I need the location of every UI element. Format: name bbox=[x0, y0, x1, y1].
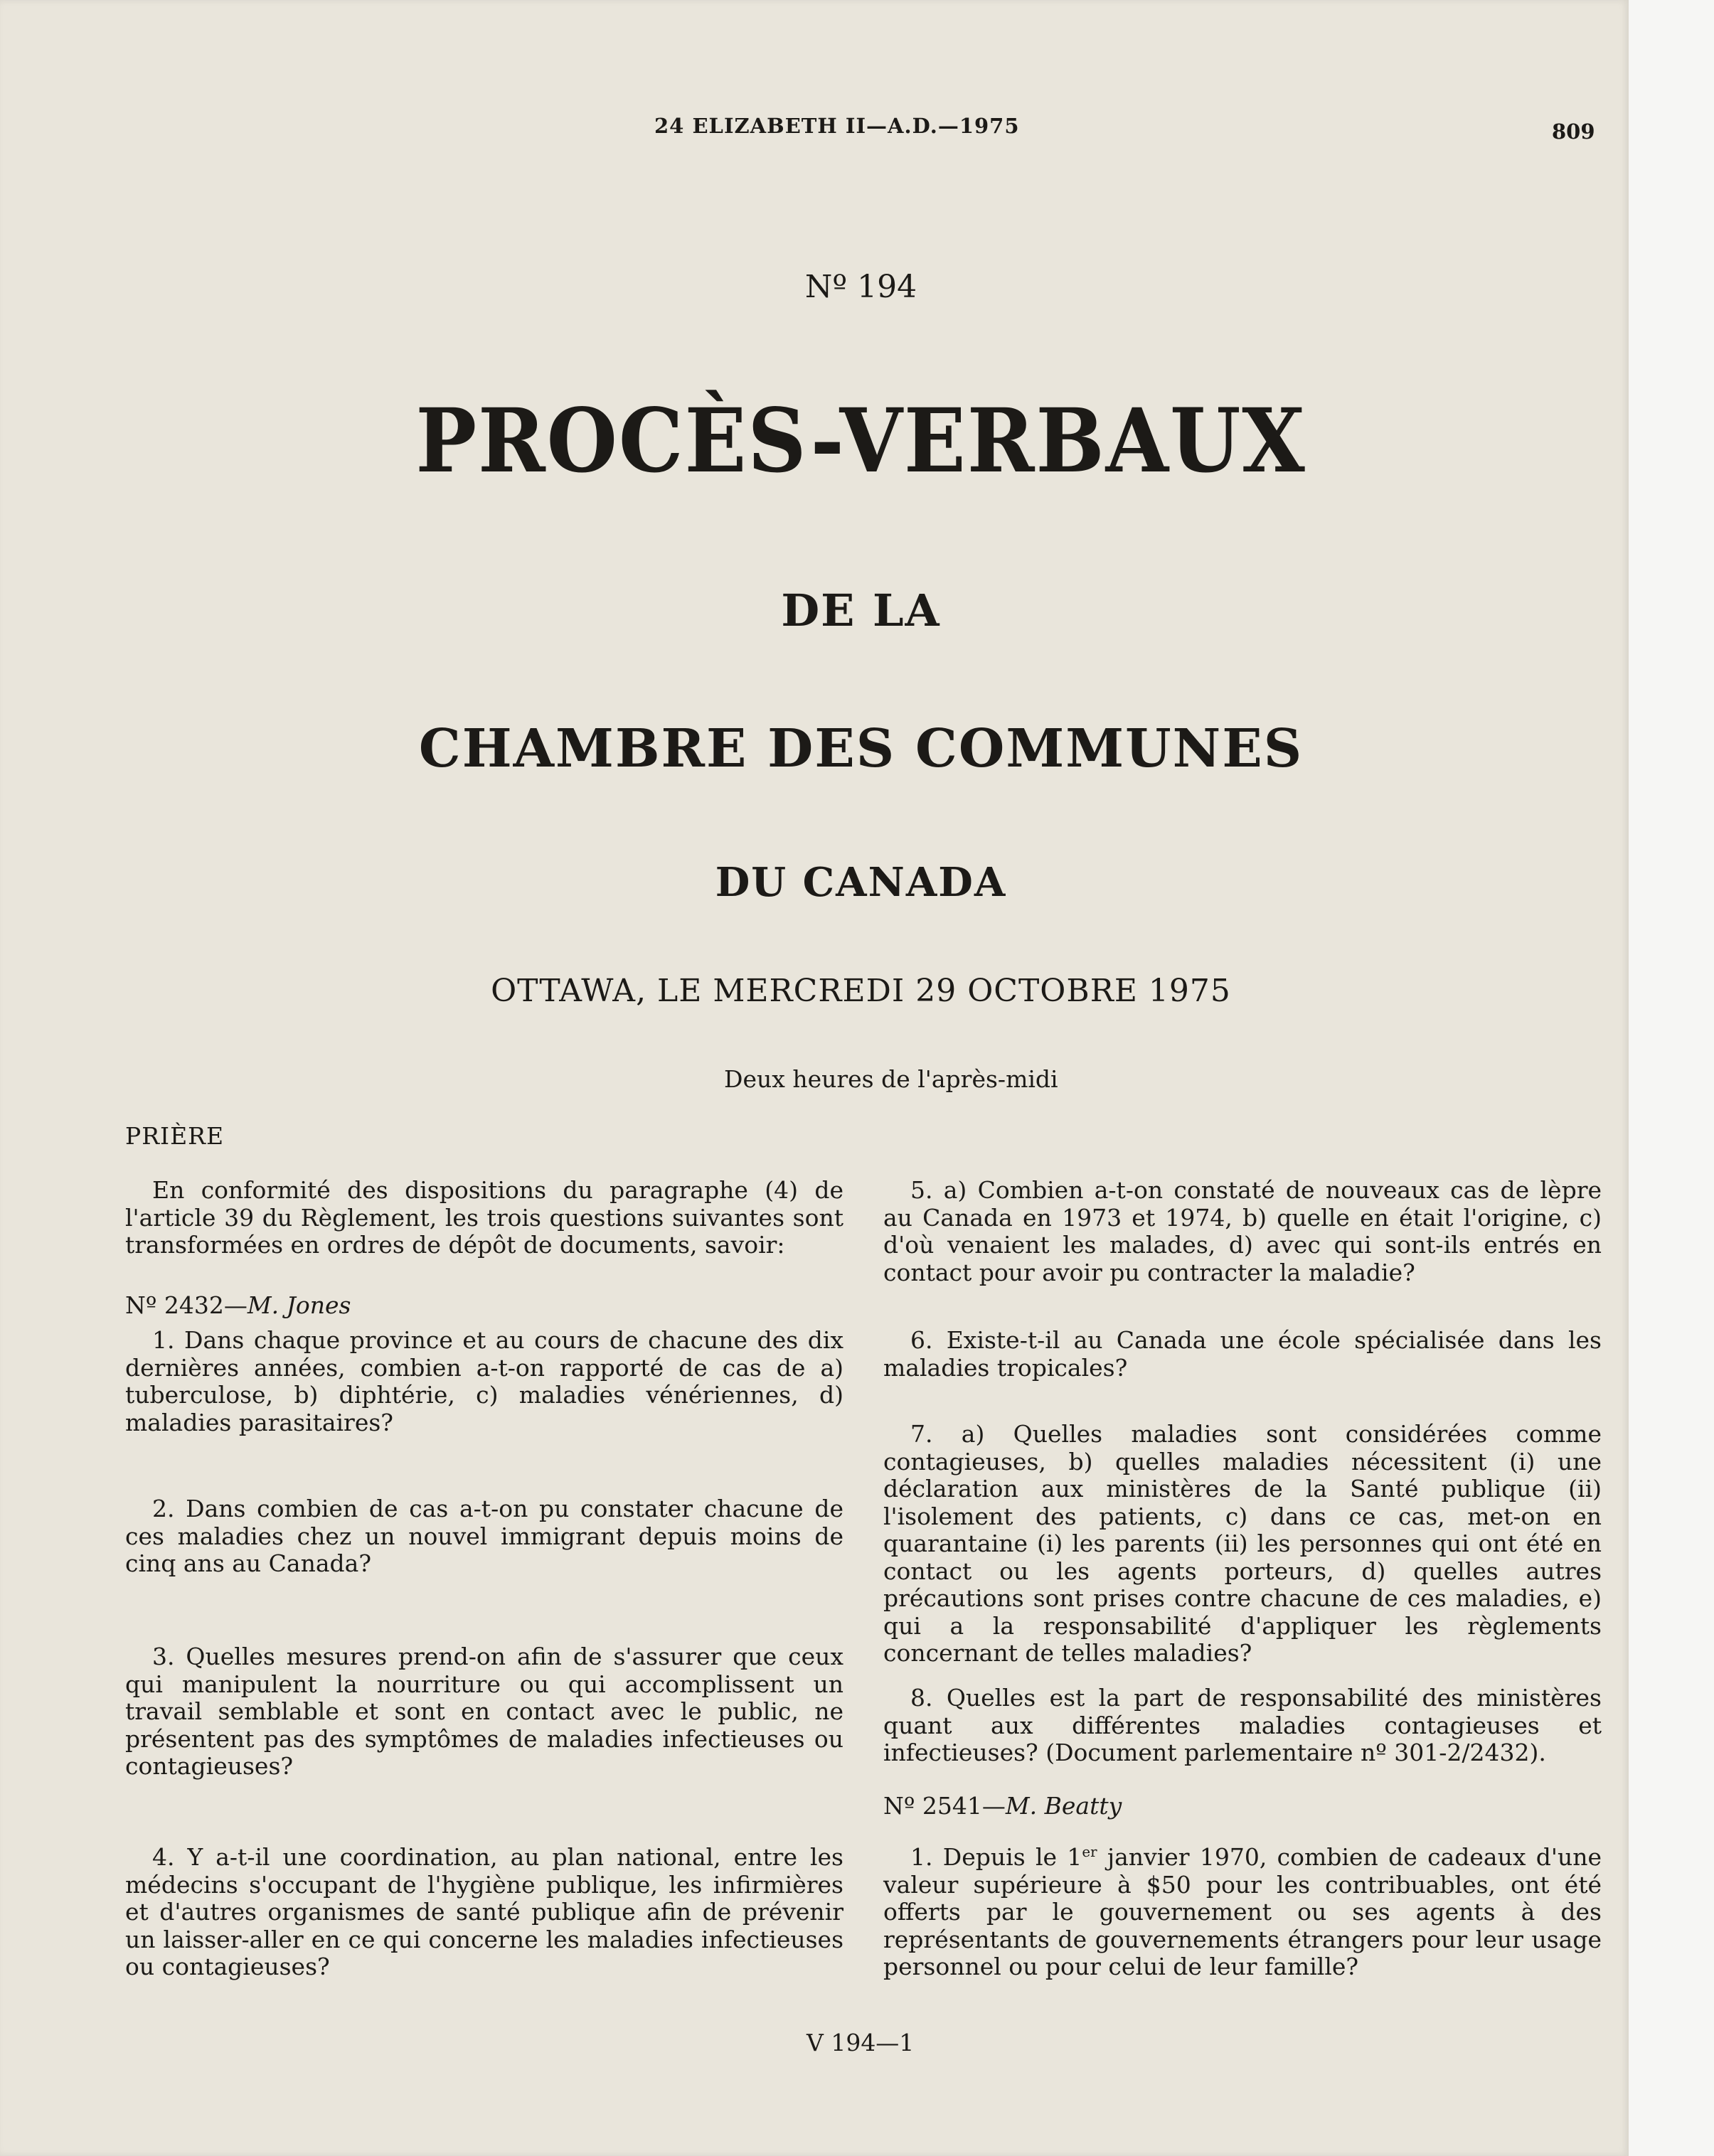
scan-margin bbox=[1629, 0, 1714, 2156]
member-name: M. Jones bbox=[247, 1291, 351, 1319]
question-6: 6. Existe-t-il au Canada une école spécialisée dans les maladies tropicales? bbox=[883, 1326, 1602, 1382]
question-text-start: 1. Depuis le 1 bbox=[910, 1843, 1082, 1871]
running-head: 24 ELIZABETH II—A.D.—1975 bbox=[654, 114, 1020, 138]
page-number: 809 bbox=[1552, 119, 1595, 144]
question-2: 2. Dans combien de cas a-t-on pu constater chacune de ces maladies chez un nouvel immigrant depuis moins de cinq ans au Canada? bbox=[125, 1495, 843, 1577]
member-name-2: M. Beatty bbox=[1005, 1792, 1122, 1820]
title-chambre: CHAMBRE DES COMMUNES bbox=[418, 718, 1304, 779]
intro-paragraph: En conformité des dispositions du paragraphe (4) de l'article 39 du Règlement, les trois questions suivantes sont transformées en ordres de dépôt de documents, savoir: bbox=[125, 1176, 843, 1259]
document-title: PROCÈS-VERBAUX bbox=[415, 390, 1306, 493]
question-reference bbox=[125, 1292, 843, 1320]
question-4: 4. Y a-t-il une coordination, au plan national, entre les médecins s'occupant de l'hygiène publique, les infirmières et d'autres organismes de santé publique afin de prévenir un laisser-aller en ce qui concerne les maladies infectieuses ou contagieuses? bbox=[125, 1843, 843, 1980]
question-8: 8. Quelles est la part de responsabilité des ministères quant aux différentes maladies contagieuses et infectieuses? (Document parlementaire nº 301-2/2432). bbox=[883, 1684, 1602, 1766]
footer-code: V 194—1 bbox=[807, 2029, 915, 2056]
section-heading: PRIÈRE bbox=[125, 1122, 225, 1150]
issue-number: Nº 194 bbox=[804, 269, 917, 305]
question-1-beatty bbox=[883, 1844, 1602, 1981]
question-text-rest: janvier 1970, combien de cadeaux d'une valeur supérieure à $50 pour les contribuables, ont été offerts par le gouvernement ou ses agents à des représentants de gouvernements étrangers pour leur usage personnel ou pour celui de leur famille? bbox=[883, 1843, 1602, 1980]
question-number-2: Nº 2541— bbox=[883, 1792, 1006, 1820]
question-number: Nº 2432— bbox=[125, 1291, 247, 1319]
question-5: 5. a) Combien a-t-on constaté de nouveaux cas de lèpre au Canada en 1973 et 1974, b) quelle en était l'origine, c) d'où venaient les malades, d) avec qui sont-ils entrés en contact pour avoir pu contracter la maladie? bbox=[883, 1176, 1602, 1286]
sitting-time: Deux heures de l'après-midi bbox=[724, 1065, 1058, 1093]
ordinal-superscript: er bbox=[1082, 1844, 1097, 1860]
question-1: 1. Dans chaque province et au cours de chacune des dix dernières années, combien a-t-on rapporté de cas de a) tuberculose, b) diphtérie, c) maladies vénériennes, d) maladies parasitaires? bbox=[125, 1326, 843, 1436]
title-de-la: DE LA bbox=[781, 585, 941, 636]
title-canada: DU CANADA bbox=[715, 859, 1007, 906]
question-7: 7. a) Quelles maladies sont considérées comme contagieuses, b) quelles maladies nécessitent (i) une déclaration aux ministères de la Santé publique (ii) l'isolement des patients, c) dans ce cas, met-on en quarantaine (i) les parents (ii) les personnes qui ont été en contact ou les agents porteurs, d) quelles autres précautions sont prises contre chacune de ces maladies, e) qui a la responsabilité d'appliquer les règlements concernant de telles maladies? bbox=[883, 1420, 1602, 1667]
question-3: 3. Quelles mesures prend-on afin de s'assurer que ceux qui manipulent la nourriture ou qui accomplissent un travail semblable et sont en contact avec le public, ne présentent pas des symptômes de maladies infectieuses ou contagieuses? bbox=[125, 1643, 843, 1780]
question-reference-2 bbox=[883, 1793, 1602, 1820]
sitting-date: OTTAWA, LE MERCREDI 29 OCTOBRE 1975 bbox=[491, 973, 1231, 1009]
